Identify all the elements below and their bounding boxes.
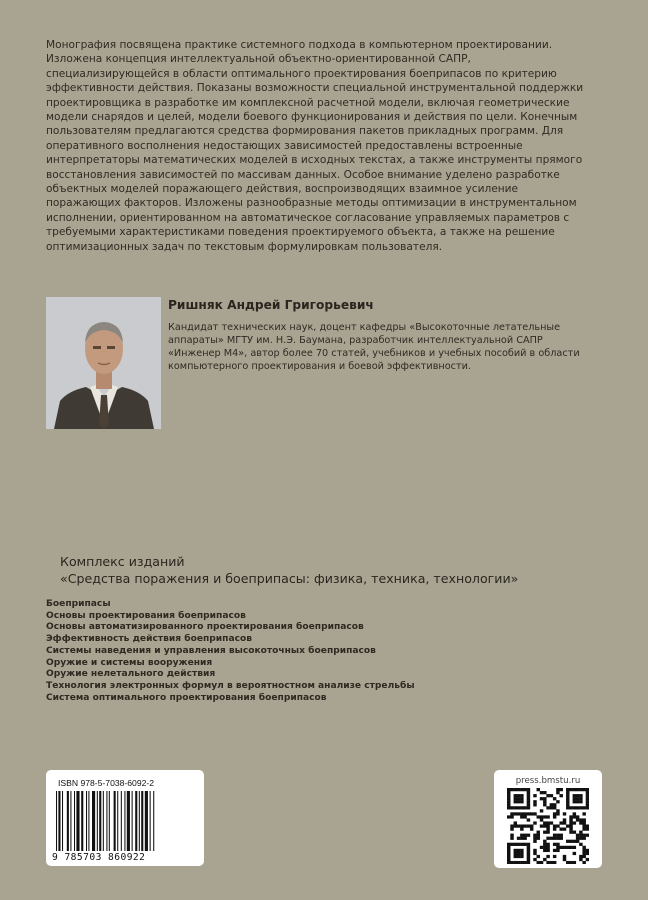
series-item: Оружие и системы вооружения <box>46 657 213 668</box>
author-name: Ришняк Андрей Григорьевич <box>168 298 374 312</box>
isbn-barcode-panel <box>46 770 204 866</box>
series-item: Системы наведения и управления высокоточных боеприпасов <box>46 645 376 656</box>
series-item: Система оптимального проектирования боеприпасов <box>46 692 327 703</box>
barcode-image <box>56 791 194 851</box>
series-title-block <box>60 553 600 587</box>
abstract-text: Монография посвящена практике системного подхода в компьютерном проектировании. Изложена концепция интеллектуальной объектно-ориентированной САПР, специализирующейся в области оптимального проектирования боеприпасов по критерию эффективности действия. Показаны возможности специальной инструментальной поддержки проектировщика в разработке им комплексной расчетной модели, включая геометрические модели снарядов и целей, модели боевого функционирования и действия по цели. Конечным пользователям предлагаются средства формирования пакетов прикладных программ. Для оперативного восполнения недостающих зависимостей предоставлены встроенные интерпретаторы математических моделей в исходных текстах, а также инструменты прямого восстановления зависимостей по массивам данных. Особое внимание уделено разработке объектных моделей поражающего действия, воспроизводящих взаимное усиление поражающих факторов. Изложены разнообразные методы оптимизации в инструментальном исполнении, ориентированном на автоматическое согласование управляемых параметров с требуемыми характеристиками поведения проектируемого объекта, а также на решение оптимизационных задач по текстовым формулировкам пользователя. <box>46 39 584 253</box>
series-list <box>46 599 606 704</box>
series-item: Технология электронных формул в вероятностном анализе стрельбы <box>46 680 415 691</box>
qr-code-icon <box>507 788 589 864</box>
series-item: Оружие нелетального действия <box>46 669 216 680</box>
series-heading: Комплекс изданий <box>60 554 185 569</box>
isbn-number: ISBN 978-5-7038-6092-2 <box>58 778 155 788</box>
series-item: Боеприпасы <box>46 599 111 609</box>
qr-code-panel <box>494 770 602 868</box>
publisher-url: press.bmstu.ru <box>515 776 581 786</box>
author-photo <box>46 297 161 429</box>
series-item: Эффективность действия боеприпасов <box>46 634 252 645</box>
barcode-digits: 9 785703 860922 <box>52 852 146 863</box>
series-item: Основы автоматизированного проектирования боеприпасов <box>46 622 364 633</box>
series-item: Основы проектирования боеприпасов <box>46 610 246 621</box>
author-portrait-image <box>46 297 161 429</box>
author-bio: Кандидат технических наук, доцент кафедры «Высокоточные летательные аппараты» МГТУ им. Н.Э. Баумана, разработчик интеллектуальной САПР «Инженер М4», автор более 70 статей, учебников и учебных пособий в области компьютерного проектирования и боевой эффективности. <box>168 322 580 373</box>
series-name: «Средства поражения и боеприпасы: физика, техника, технологии» <box>60 571 519 586</box>
